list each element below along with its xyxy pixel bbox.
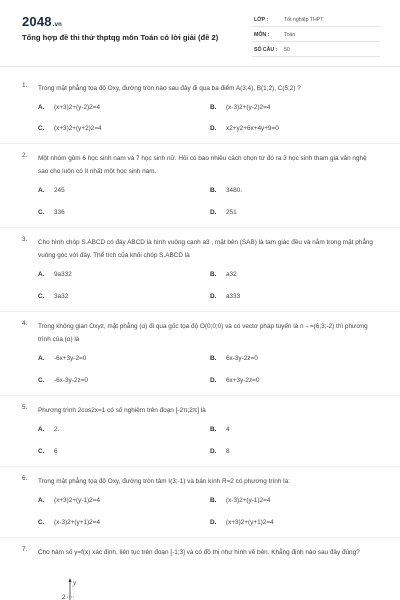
option-label: B. bbox=[210, 426, 217, 433]
option-a[interactable] bbox=[38, 104, 100, 111]
option-text: 6x+3y-2z=0 bbox=[226, 377, 260, 384]
option-c[interactable] bbox=[38, 448, 58, 455]
y-axis-label: y bbox=[73, 579, 77, 587]
option-text: (x+3)2+(y+2)2=4 bbox=[54, 125, 102, 132]
option-label: D. bbox=[210, 125, 217, 132]
meta-row-subject bbox=[252, 29, 380, 42]
option-text: 3480. bbox=[226, 187, 242, 194]
option-b[interactable] bbox=[210, 497, 270, 504]
question-text: Trong mặt phẳng tọa độ Oxy, đường tròn tâm I(3;-1) và bán kính R=2 có phương trình là: bbox=[38, 478, 290, 485]
option-c[interactable] bbox=[38, 293, 68, 300]
option-a[interactable] bbox=[38, 187, 65, 194]
option-text: 8 bbox=[226, 448, 230, 455]
option-label: C. bbox=[38, 448, 45, 455]
option-d[interactable] bbox=[210, 293, 240, 300]
option-c[interactable] bbox=[38, 377, 88, 384]
question-text: Phương trình 2cos2x=1 có số nghiệm trên đoạn [-2π;2π] là bbox=[38, 407, 206, 414]
option-text: 6x-3y-2z=0 bbox=[226, 355, 258, 362]
option-label: D. bbox=[210, 377, 217, 384]
function-graph bbox=[60, 576, 100, 600]
meta-value: 50 bbox=[284, 47, 290, 53]
option-text: a333 bbox=[226, 293, 241, 300]
option-a[interactable] bbox=[38, 271, 72, 278]
meta-value: Toán bbox=[284, 32, 296, 38]
option-label: B. bbox=[210, 187, 217, 194]
question-separator bbox=[0, 537, 400, 538]
logo-text: 2048 bbox=[22, 14, 52, 29]
option-a[interactable] bbox=[38, 426, 59, 433]
option-d[interactable] bbox=[210, 125, 279, 132]
option-a[interactable] bbox=[38, 355, 86, 362]
question-number: 1. bbox=[22, 82, 28, 89]
option-label: A. bbox=[38, 187, 45, 194]
option-text: 9a332 bbox=[54, 271, 72, 278]
option-label: C. bbox=[38, 293, 45, 300]
question-number: 4. bbox=[22, 320, 28, 327]
header-divider bbox=[0, 66, 400, 67]
question-separator bbox=[0, 395, 400, 396]
option-text: (x-3)2+(y-1)2=4 bbox=[226, 497, 271, 504]
option-label: A. bbox=[38, 497, 45, 504]
question-number: 3. bbox=[22, 236, 28, 243]
option-label: D. bbox=[210, 448, 217, 455]
option-text: 3a32 bbox=[54, 293, 69, 300]
option-label: B. bbox=[210, 355, 217, 362]
question-text: Cho hình chóp S.ABCD có đáy ABCD là hình vuông cạnh a3 , mặt bên (SAB) là tam giác đều và nằm trong mặt phẳng vuông góc với đáy. Thể tích của khối chóp S.ABCD là bbox=[38, 239, 373, 259]
document-title: Tổng hợp đề thi thử thptqg môn Toán có lời giải (đề 2) bbox=[22, 33, 219, 42]
option-text: (x+3)2+(y-1)2=4 bbox=[54, 497, 100, 504]
option-label: C. bbox=[38, 125, 45, 132]
question-text: Trong mặt phẳng tọa độ Oxy, đường tròn nào sau đây đi qua ba điểm A(3;4), B(1;2), C(5;2) ? bbox=[38, 85, 301, 92]
question-text: Trong không gian Oxyz, mặt phẳng (α) đi qua gốc tọa độ O(0;0;0) và có vectơ pháp tuyến là n→=(6;3;-2) thì phương trình của (α) là bbox=[38, 323, 368, 343]
question-separator bbox=[0, 311, 400, 312]
option-text: (x+3)2+(y+1)2=4 bbox=[226, 519, 274, 526]
question-number: 6. bbox=[22, 475, 28, 482]
option-text: (x-3)2+(y-2)2=4 bbox=[226, 104, 271, 111]
option-text: (x-3)2+(y+1)2=4 bbox=[54, 519, 100, 526]
option-label: D. bbox=[210, 209, 217, 216]
option-label: D. bbox=[210, 293, 217, 300]
option-label: A. bbox=[38, 355, 45, 362]
option-label: A. bbox=[38, 104, 45, 111]
option-c[interactable] bbox=[38, 209, 65, 216]
option-text: (x+3)2+(y-2)2=4 bbox=[54, 104, 100, 111]
question-separator bbox=[0, 143, 400, 144]
meta-key: LỚP : bbox=[254, 17, 269, 23]
option-text: 6 bbox=[54, 448, 58, 455]
y-tick-label: 2 bbox=[62, 595, 66, 600]
option-text: -6x+3y-2=0 bbox=[54, 355, 87, 362]
option-c[interactable] bbox=[38, 519, 100, 526]
option-d[interactable] bbox=[210, 377, 259, 384]
question-number: 2. bbox=[22, 152, 28, 159]
question-text: Một nhóm gồm 6 học sinh nam và 7 học sinh nữ. Hỏi có bao nhiêu cách chọn từ đó ra 3 học sinh tham gia văn nghệ sao cho luôn có ít nhất một học sinh nam. bbox=[38, 155, 367, 175]
option-text: x2+y2+6x+4y+9=0 bbox=[226, 125, 279, 132]
question-number: 5. bbox=[22, 404, 28, 411]
option-label: A. bbox=[38, 426, 45, 433]
meta-key: MÔN : bbox=[254, 32, 270, 38]
option-label: A. bbox=[38, 271, 45, 278]
option-b[interactable] bbox=[210, 104, 270, 111]
option-text: a32 bbox=[226, 271, 237, 278]
meta-value: Tốt nghiệp THPT bbox=[284, 17, 324, 23]
option-text: 4 bbox=[226, 426, 230, 433]
option-d[interactable] bbox=[210, 448, 230, 455]
option-c[interactable] bbox=[38, 125, 102, 132]
option-text: 2. bbox=[54, 426, 60, 433]
option-label: C. bbox=[38, 377, 45, 384]
question-separator bbox=[0, 466, 400, 467]
option-d[interactable] bbox=[210, 519, 274, 526]
option-label: D. bbox=[210, 519, 217, 526]
meta-row-count bbox=[252, 44, 380, 57]
question-text: Cho hàm số y=f(x) xác định, liên tục trên đoạn [-1;3] và có đồ thị như hình vẽ bên. Khẳng định nào sau đây đúng? bbox=[38, 549, 360, 556]
meta-row-class bbox=[252, 14, 380, 27]
option-label: B. bbox=[210, 497, 217, 504]
option-b[interactable] bbox=[210, 426, 230, 433]
option-label: B. bbox=[210, 271, 217, 278]
logo-suffix: .vn bbox=[52, 22, 63, 28]
question-separator bbox=[0, 227, 400, 228]
option-text: 245 bbox=[54, 187, 65, 194]
option-text: -6x-3y-2z=0 bbox=[54, 377, 88, 384]
meta-key: SỐ CÂU : bbox=[254, 47, 278, 53]
option-a[interactable] bbox=[38, 497, 100, 504]
option-label: C. bbox=[38, 209, 45, 216]
option-b[interactable] bbox=[210, 355, 258, 362]
y-axis-arrow bbox=[69, 578, 72, 582]
option-b[interactable] bbox=[210, 187, 242, 194]
site-logo[interactable] bbox=[22, 14, 62, 29]
question-number: 7. bbox=[22, 546, 28, 553]
option-b[interactable] bbox=[210, 271, 237, 278]
option-text: 336 bbox=[54, 209, 65, 216]
option-text: 251 bbox=[226, 209, 237, 216]
option-d[interactable] bbox=[210, 209, 237, 216]
option-label: C. bbox=[38, 519, 45, 526]
option-label: B. bbox=[210, 104, 217, 111]
page-header bbox=[0, 0, 400, 62]
